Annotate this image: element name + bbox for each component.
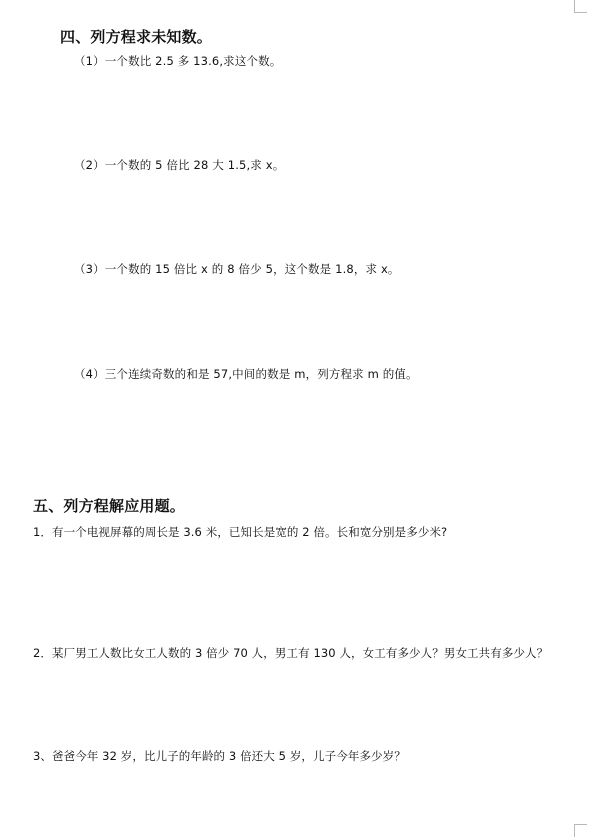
section-4-title: 四、列方程求未知数。	[60, 28, 213, 46]
section-5-question-1: 1．有一个电视屏幕的周长是 3.6 米，已知长是宽的 2 倍。长和宽分别是多少米?	[33, 525, 448, 539]
section-4-item-2: （2）一个数的 5 倍比 28 大 1.5,求 x。	[74, 158, 285, 172]
section-4-item-4: （4）三个连续奇数的和是 57,中间的数是 m，列方程求 m 的值。	[74, 367, 418, 381]
page-corner-mark-top	[574, 0, 587, 13]
section-5-question-2: 2．某厂男工人数比女工人数的 3 倍少 70 人，男工有 130 人，女工有多少人？男女工共有多少人？	[33, 646, 549, 660]
page-corner-mark-bottom	[574, 824, 587, 837]
section-5-question-3: 3、爸爸今年 32 岁，比儿子的年龄的 3 倍还大 5 岁，儿子今年多少岁？	[33, 749, 406, 763]
section-4-item-3: （3）一个数的 15 倍比 x 的 8 倍少 5，这个数是 1.8，求 x。	[74, 262, 400, 276]
section-5-title: 五、列方程解应用题。	[33, 497, 186, 515]
section-4-item-1: （1）一个数比 2.5 多 13.6,求这个数。	[74, 54, 282, 68]
